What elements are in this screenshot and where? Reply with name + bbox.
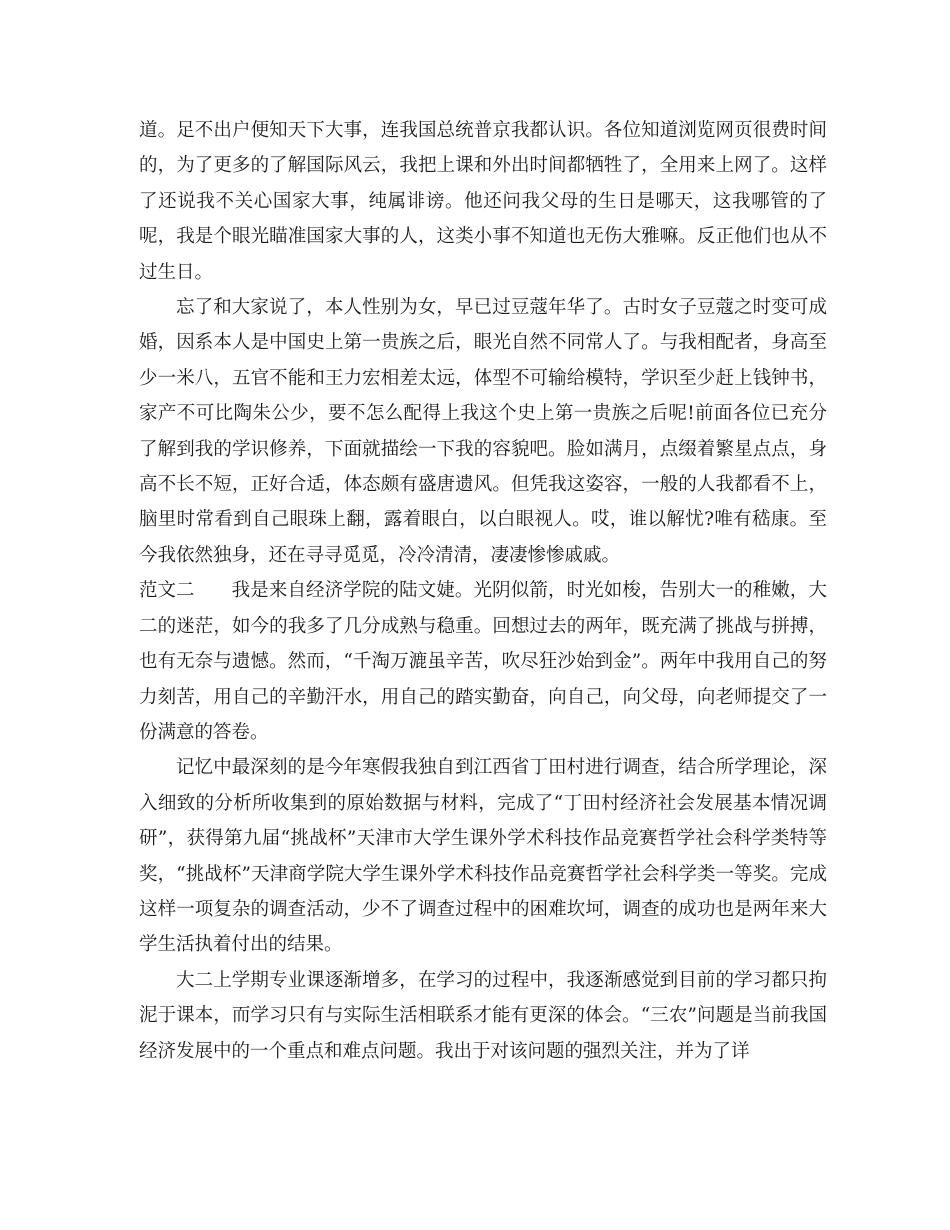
paragraph-text: 忘了和大家说了，本人性别为女，早已过豆蔻年华了。古时女子豆蔻之时变可成婚，因系本人是中国史上第一贵族之后，眼光自然不同常人了。与我相配者，身高至少一米八，五官不能和王力宏相差太远，体型不可输给模特，学识至少赶上钱钟书，家产不可比陶朱公少，要不怎么配得上我这个史上第一贵族之后呢!前面各位已充分了解到我的学识修养，下面就描绘一下我的容貌吧。脸如满月，点缀着繁星点点，身高不长不短，正好合适，体态颇有盛唐遗风。但凭我这姿容，一般的人我都看不上，脑里时常看到自己眼珠上翻，露着眼白，以白眼视人。哎，谁以解忧?唯有嵇康。至今我依然独身，还在寻寻觅觅，冷冷清清，凄凄惨惨戚戚。 xyxy=(139,297,827,566)
paragraph-text: 道。足不出户便知天下大事，连我国总统普京我都认识。各位知道浏览网页很费时间的，为了更多的了解国际风云，我把上课和外出时间都牺牲了，全用来上网了。这样了还说我不关心国家大事，纯属诽谤。他还问我父母的生日是哪天，这我哪管的了呢，我是个眼光瞄准国家大事的人，这类小事不知道也无伤大雅嘛。反正他们也从不过生日。 xyxy=(139,120,827,283)
paragraph-2 xyxy=(139,290,827,573)
paragraph-3 xyxy=(139,573,827,750)
document-body xyxy=(139,113,827,1069)
paragraph-5 xyxy=(139,963,827,1069)
paragraph-text: 我是来自经济学院的陆文婕。光阴似箭，时光如梭，告别大一的稚嫩，大二的迷茫，如今的我多了几分成熟与稳重。回想过去的两年，既充满了挑战与拼搏，也有无奈与遗憾。然而，“千淘万漉虽辛苦，吹尽狂沙始到金”。两年中我用自己的努力刻苦，用自己的辛勤汗水，用自己的踏实勤奋，向自己，向父母，向老师提交了一份满意的答卷。 xyxy=(139,580,827,743)
section-label: 范文二 xyxy=(139,580,195,602)
paragraph-4 xyxy=(139,750,827,962)
paragraph-1 xyxy=(139,113,827,290)
paragraph-text: 大二上学期专业课逐渐增多，在学习的过程中，我逐渐感觉到目前的学习都只拘泥于课本，而学习只有与实际生活相联系才能有更深的体会。“三农”问题是当前我国经济发展中的一个重点和难点问题。我出于对该问题的强烈关注，并为了详 xyxy=(139,969,827,1062)
paragraph-text: 记忆中最深刻的是今年寒假我独自到江西省丁田村进行调查，结合所学理论，深入细致的分析所收集到的原始数据与材料，完成了“丁田村经济社会发展基本情况调研”，获得第九届“挑战杯”天津市大学生课外学术科技作品竞赛哲学社会科学类特等奖，“挑战杯”天津商学院大学生课外学术科技作品竞赛哲学社会科学类一等奖。完成这样一项复杂的调查活动，少不了调查过程中的困难坎坷，调查的成功也是两年来大学生活执着付出的结果。 xyxy=(139,757,827,956)
